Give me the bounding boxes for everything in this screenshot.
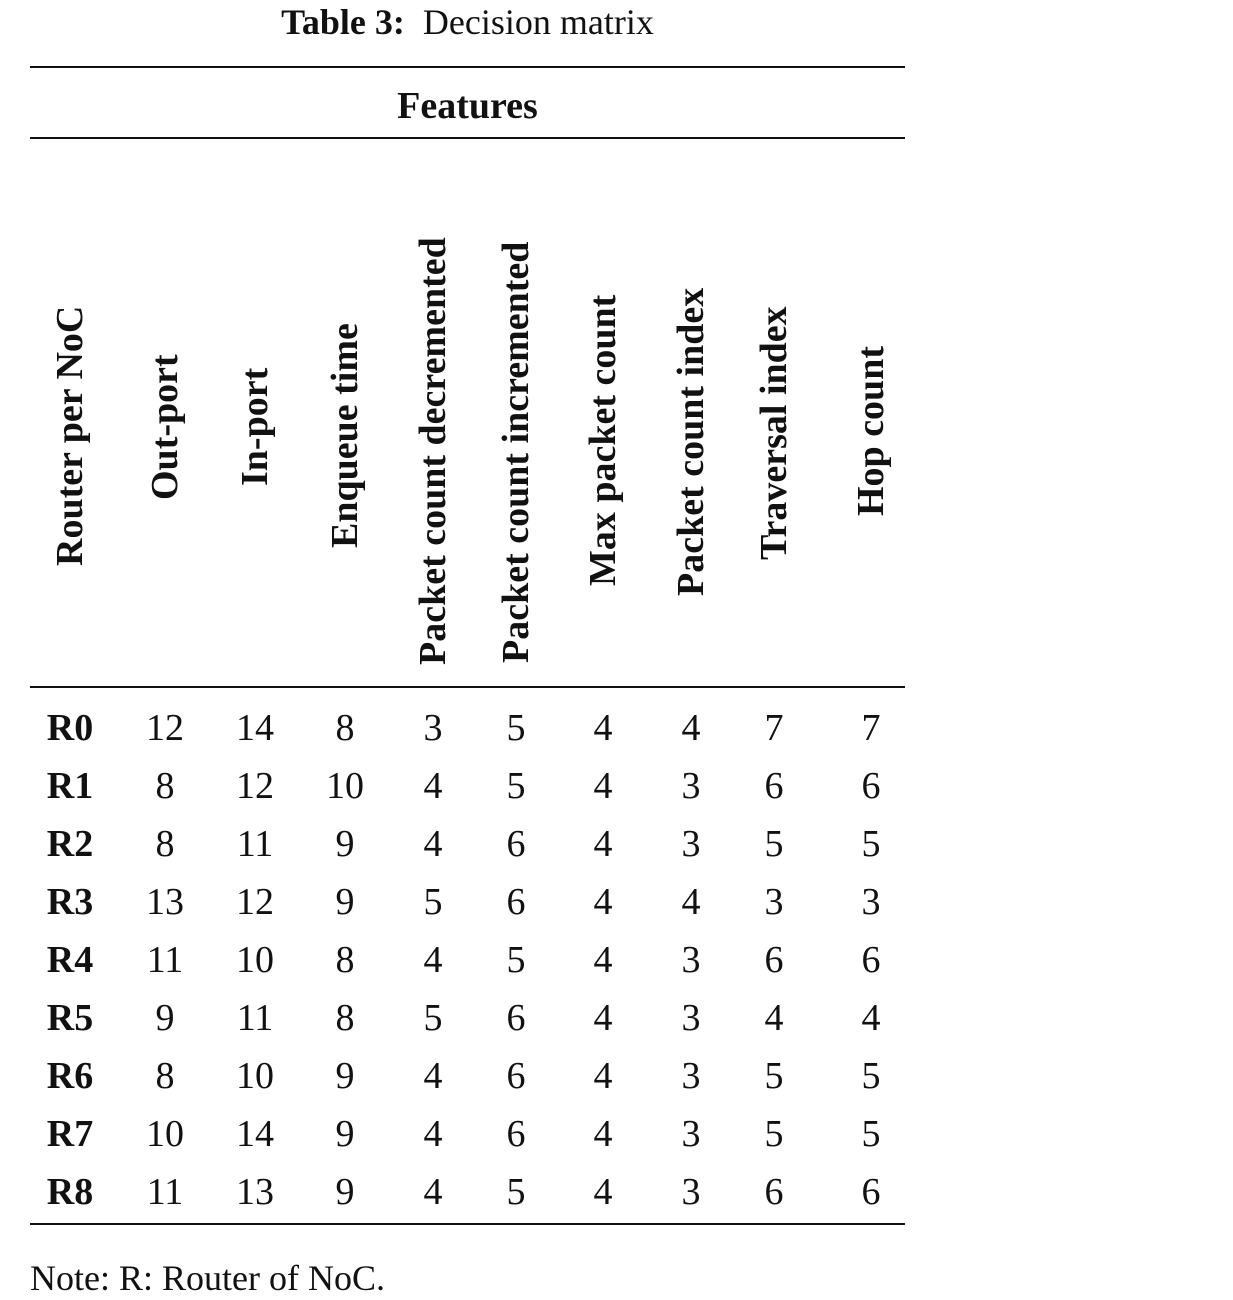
table-cell: 11 [236,823,274,865]
row-label: R3 [46,881,94,923]
table-cell: 5 [861,1113,881,1155]
row-label: R6 [46,1055,94,1097]
table-cell: 8 [155,1055,175,1097]
table-caption-title: Decision matrix [422,2,654,42]
table-cell: 6 [506,823,526,865]
table-cell: 7 [861,707,881,749]
table-cell: 9 [335,1055,355,1097]
table-cell: 5 [506,707,526,749]
table-cell: 7 [764,707,784,749]
table-cell: 4 [423,939,443,981]
table-cell: 6 [506,997,526,1039]
top-rule [30,66,905,68]
column-header-label: Enqueue time [324,323,366,548]
column-header-label: In-port [234,367,276,486]
table-cell: 4 [764,997,784,1039]
table-cell: 6 [506,1113,526,1155]
row-label: R7 [46,1113,94,1155]
table-cell: 6 [861,939,881,981]
table-cell: 13 [236,1171,274,1213]
table-cell: 4 [423,765,443,807]
column-header-label: Router per NoC [49,305,91,566]
table-cell: 3 [681,823,701,865]
column-header-label: Packet count index [670,287,712,596]
table-cell: 4 [593,765,613,807]
table-cell: 12 [236,881,274,923]
table-cell: 3 [764,881,784,923]
table-cell: 14 [236,707,274,749]
table-cell: 8 [155,823,175,865]
table-cell: 6 [764,765,784,807]
table-cell: 9 [335,1113,355,1155]
column-header-label: Packet count incremented [495,241,537,663]
table-cell: 9 [335,823,355,865]
table-cell: 9 [335,1171,355,1213]
row-label: R4 [46,939,94,981]
table-cell: 4 [861,997,881,1039]
table-cell: 5 [506,1171,526,1213]
table-cell: 11 [146,1171,184,1213]
table-cell: 5 [764,1055,784,1097]
table-cell: 3 [681,939,701,981]
table-cell: 5 [423,997,443,1039]
table-cell: 6 [506,881,526,923]
table-cell: 4 [593,997,613,1039]
table-cell: 5 [506,939,526,981]
features-group-header: Features [397,85,538,127]
table-cell: 3 [681,1113,701,1155]
header-rule [30,686,905,688]
column-header-label: Hop count [850,346,892,516]
group-rule [30,137,905,139]
row-label: R5 [46,997,94,1039]
table-cell: 3 [861,881,881,923]
table-cell: 9 [335,881,355,923]
table-cell: 4 [593,707,613,749]
table-cell: 4 [593,1055,613,1097]
table-cell: 3 [681,1055,701,1097]
table-cell: 11 [146,939,184,981]
table-caption [30,0,905,44]
table-cell: 13 [146,881,184,923]
table-cell: 10 [236,939,274,981]
table-cell: 12 [146,707,184,749]
column-header-label: Traversal index [753,306,795,560]
table-cell: 10 [146,1113,184,1155]
table-cell: 4 [593,1171,613,1213]
table-cell: 5 [861,823,881,865]
table-cell: 4 [593,1113,613,1155]
table-cell: 3 [423,707,443,749]
row-label: R1 [46,765,94,807]
table-cell: 4 [681,881,701,923]
table-cell: 4 [423,1113,443,1155]
table-cell: 5 [764,1113,784,1155]
row-label: R8 [46,1171,94,1213]
column-header-label: Out-port [144,354,186,500]
table-cell: 4 [423,1171,443,1213]
table-cell: 4 [593,823,613,865]
table-cell: 3 [681,1171,701,1213]
table-cell: 10 [326,765,364,807]
table-cell: 8 [335,997,355,1039]
table-cell: 4 [423,1055,443,1097]
table-cell: 12 [236,765,274,807]
table-cell: 8 [335,939,355,981]
table-cell: 4 [593,939,613,981]
table-cell: 11 [236,997,274,1039]
table-cell: 4 [423,823,443,865]
table-cell: 6 [764,1171,784,1213]
table-cell: 4 [593,881,613,923]
table-cell: 14 [236,1113,274,1155]
table-cell: 3 [681,997,701,1039]
table-cell: 9 [155,997,175,1039]
row-label: R0 [46,707,94,749]
table-note: Note: R: Router of NoC. [30,1258,385,1298]
table-cell: 3 [681,765,701,807]
table-cell: 6 [506,1055,526,1097]
table-cell: 4 [681,707,701,749]
bottom-rule [30,1223,905,1225]
table-cell: 5 [506,765,526,807]
table-cell: 6 [861,1171,881,1213]
table-cell: 8 [335,707,355,749]
table-cell: 5 [764,823,784,865]
column-header-label: Max packet count [582,294,624,586]
table-cell: 6 [764,939,784,981]
row-label: R2 [46,823,94,865]
table-caption-label: Table 3: [281,2,405,42]
column-header-label: Packet count decremented [412,237,454,665]
table-cell: 5 [423,881,443,923]
table-cell: 5 [861,1055,881,1097]
table-cell: 6 [861,765,881,807]
table-cell: 8 [155,765,175,807]
table-cell: 10 [236,1055,274,1097]
